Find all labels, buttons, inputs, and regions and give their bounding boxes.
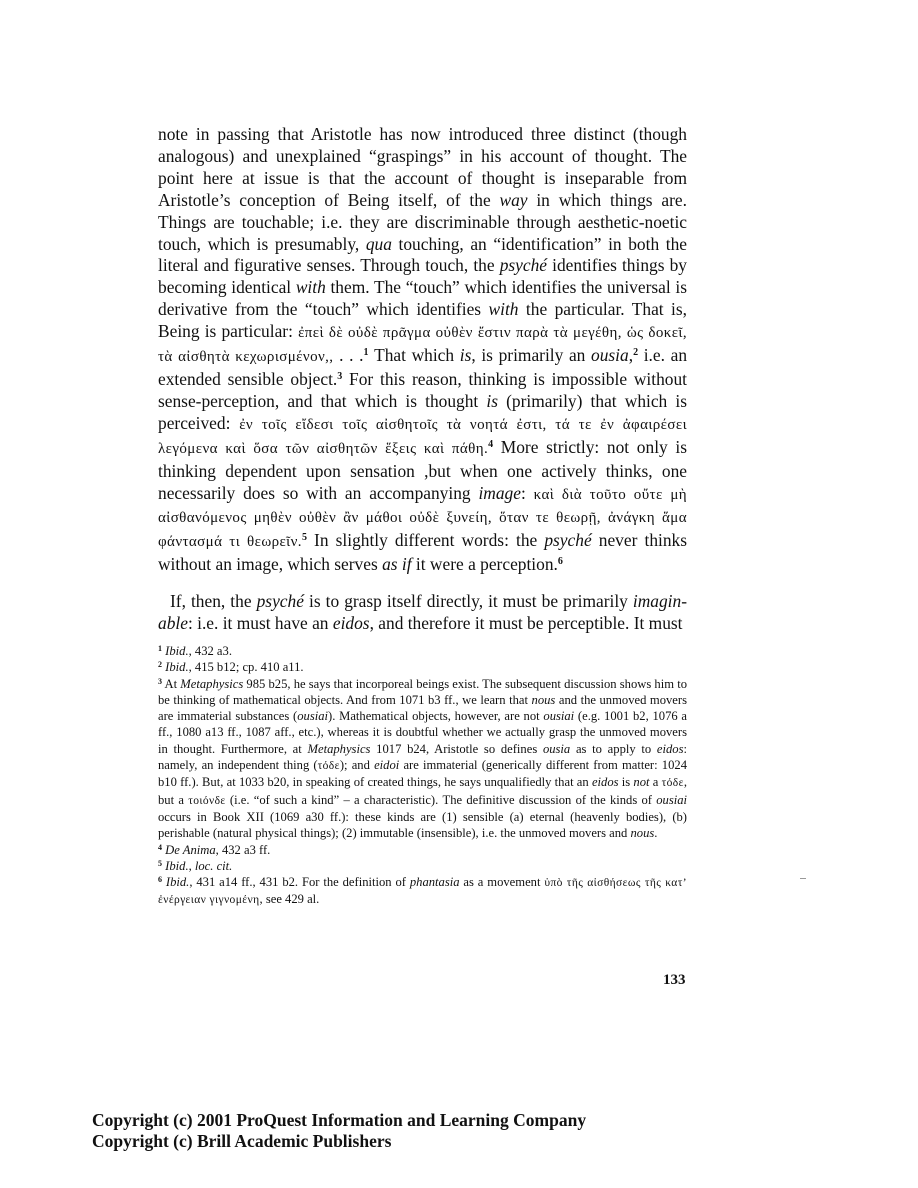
- greek-quotation: ἐν τοῖς εἴδεσι τοῖς αἰσθητοῖς τὰ νοητά ἐστι, τά τε ἐν ἀφαιρέσει λεγόμενα καὶ ὅσα τῶν αἰσθητῶν ἕξεις καὶ πάθη.: [158, 416, 687, 457]
- italic-term: eidos: [591, 775, 619, 790]
- italic-term: Metaphysics: [180, 676, 244, 691]
- footnote-6: $^6$ Ibid., 431 a14 ff., 431 b2. For the definition of phantasia as a movement ὑπὸ τῆς αἰσθήσεως τῆς κατ’ ἐνέργειαν γιγνομένη, see 429 al.: [158, 875, 687, 907]
- footnote-ref: 3: [337, 370, 343, 382]
- page-number: 133: [663, 972, 686, 988]
- footnote-ref: 4: [158, 842, 162, 852]
- italic-term: Ibid.: [165, 644, 189, 658]
- paragraph-2: If, then, the psyché is to grasp itself directly, it must be primarily imagin-able: i.e. it must have an eidos, and therefore it must be perceptible. It must: [158, 591, 687, 634]
- italic-term: ousiai: [656, 792, 688, 807]
- italic-term: Ibid.: [165, 858, 189, 873]
- italic-term: Ibid.: [165, 875, 190, 890]
- copyright-notice: [92, 1110, 586, 1152]
- footnote-ref: 3: [158, 676, 162, 686]
- greek-quotation: τόδε: [317, 760, 340, 773]
- greek-quotation: καὶ διὰ τοῦτο οὔτε μὴ αἰσθανόμενος μηθὲν οὐθὲν ἂν μάθοι οὐδὲ ξυνείη, ὅταν τε θεωρῇ, ἀνάγκη ἅμα φάντασμά τι θεωρεῖν.: [158, 486, 688, 551]
- italic-term: Ibid.: [165, 660, 189, 675]
- footnote-4: $^4$ De Anima, 432 a3 ff.: [158, 842, 271, 857]
- italic-term: ousiai: [297, 709, 329, 724]
- italic-term: eidos: [332, 613, 370, 634]
- italic-term: image: [478, 482, 521, 503]
- italic-term: psyché: [256, 591, 304, 612]
- italic-term: not: [633, 775, 650, 790]
- greek-quotation: τόδε: [661, 777, 684, 790]
- footnote-ref: 2: [158, 660, 162, 670]
- italic-term: with: [295, 277, 326, 298]
- footnote-ref: 2: [633, 347, 639, 359]
- italic-term: ousia: [542, 741, 571, 756]
- italic-term: psyché: [499, 255, 548, 276]
- italic-term: eidoi: [374, 758, 400, 773]
- italic-term: qua: [365, 233, 392, 254]
- greek-quotation: ὑπὸ τῆς αἰσθήσεως τῆς κατ’ ἐνέργειαν γιγνομένη: [158, 877, 687, 907]
- footnote-3: $^3$ At Metaphysics 985 b25, he says that incorporeal beings exist. The subsequent discussion shows him to be thinking of mathematical objects. And from 1071 b3 ff., we learn that nous and the unmoved movers are immaterial substances (ousiai). Mathematical objects, however, are not ousiai (e.g. 1001 b2, 1076 a ff., 1080 a13 ff., 1087 aff., etc.), whereas it is doubtful whether we actually grasp the unmoved movers in thought. Furthermore, at Metaphysics 1017 b24, Aristotle so defines ousia as to apply to eidos: namely, an independent thing (τόδε); and eidoi are immaterial (generically different from matter: 1024 b10 ff.). But, at 1033 b20, in speaking of created things, he says unqualifiedly that an eidos is not a τόδε, but a τοιόνδε (i.e. “of such a kind” – a characteristic). The definitive discussion of the kinds of ousiai occurs in Book XII (1069 a30 ff.): these kinds are (1) sensible (a) eternal (heavenly bodies), (b) perishable (natural physical things); (2) immutable (insensible), i.e. the unmoved movers and nous.: [158, 676, 688, 841]
- italic-term: is: [486, 390, 498, 411]
- footnote-5: $^5$ Ibid., loc. cit.: [158, 858, 233, 873]
- footnote-ref: 1: [363, 347, 369, 359]
- italic-term: is: [459, 345, 472, 366]
- italic-term: nous: [531, 692, 556, 707]
- italic-term: De Anima: [165, 842, 216, 857]
- copyright-line-1: Copyright (c) 2001 ProQuest Information and Learning Company: [92, 1110, 587, 1130]
- italic-term: eidos: [656, 741, 684, 756]
- footnotes: [158, 643, 687, 909]
- italic-term: nous: [630, 826, 655, 841]
- italic-term: way: [499, 189, 528, 210]
- footnote-ref: 4: [488, 438, 494, 450]
- greek-quotation: ἐπεὶ δὲ οὐδὲ πρᾶγμα οὐθὲν ἔστιν παρὰ τὰ μεγέθη, ὡς δοκεῖ, τὰ αἰσθητὰ κεχωρισμένον,,: [158, 325, 688, 366]
- footnote-ref: 6: [557, 556, 563, 568]
- greek-quotation: τοιόνδε: [188, 794, 226, 807]
- footnote-ref: 5: [301, 532, 307, 544]
- paragraph-1: note in passing that Aristotle has now introduced three distinct (though analogous) and unexplained “graspings” in his account of thought. The point here at issue is that the account of thought is inseparable from Aristotle’s conception of Being itself, of the way in which things are. Things are touchable; i.e. they are discriminable through aesthetic-noetic touch, which is presumably, qua touching, an “identification” in both the literal and figurative senses. Through touch, the psyché identifies things by becoming identical with them. The “touch” which identifies the universal is derivative from the “touch” which identifies with the particular. That is, Being is particular: ἐπεὶ δὲ οὐδὲ πρᾶγμα οὐθὲν ἔστιν παρὰ τὰ μεγέθη, ὡς δοκεῖ, τὰ αἰσθητὰ κεχωρισμένον,, . . .$^1$ That which is, is primarily an ousia,$^2$ i.e. an extended sensible object.$^3$ For this reason, thinking is impossible without sense-perception, and that which is thought is (primarily) that which is perceived: ἐν τοῖς εἴδεσι τοῖς αἰσθητοῖς τὰ νοητά ἐστι, τά τε ἐν ἀφαιρέσει λεγόμενα καὶ ὅσα τῶν αἰσθητῶν ἕξεις καὶ πάθη.$^4$ More strictly: not only is thinking dependent upon sensation ,but when one actively thinks, one necessarily does so with an accompanying image: καὶ διὰ τοῦτο οὔτε μὴ αἰσθανόμενος μηθὲν οὐθὲν ἂν μάθοι οὐδὲ ξυνείη, ὅταν τε θεωρῇ, ἀνάγκη ἅμα φάντασμά τι θεωρεῖν.$^5$ In slightly different words: the psyché never thinks without an image, which serves as if it were a perception.$^6$: [158, 124, 688, 575]
- italic-term: with: [488, 299, 519, 320]
- italic-term: Metaphysics: [307, 741, 371, 756]
- italic-term: imagin-able: [158, 591, 687, 634]
- copyright-line-2: Copyright (c) Brill Academic Publishers: [92, 1131, 392, 1151]
- footnote-ref: 6: [158, 875, 162, 885]
- footnote-2: $^2$ Ibid., 415 b12; cp. 410 a11.: [158, 660, 304, 675]
- italic-term: ousiai: [543, 709, 575, 724]
- italic-term: as if: [382, 554, 412, 575]
- footnote-1: $^1$ Ibid., 432 a3.: [158, 644, 232, 658]
- italic-term: psyché: [544, 530, 592, 551]
- footnote-ref: 5: [158, 858, 162, 868]
- footnote-ref: 1: [158, 644, 162, 653]
- scan-mark: [800, 878, 806, 879]
- italic-term: loc. cit.: [194, 858, 233, 873]
- italic-term: phantasia: [409, 875, 460, 890]
- main-text: [158, 124, 687, 635]
- italic-term: ousia: [591, 345, 629, 366]
